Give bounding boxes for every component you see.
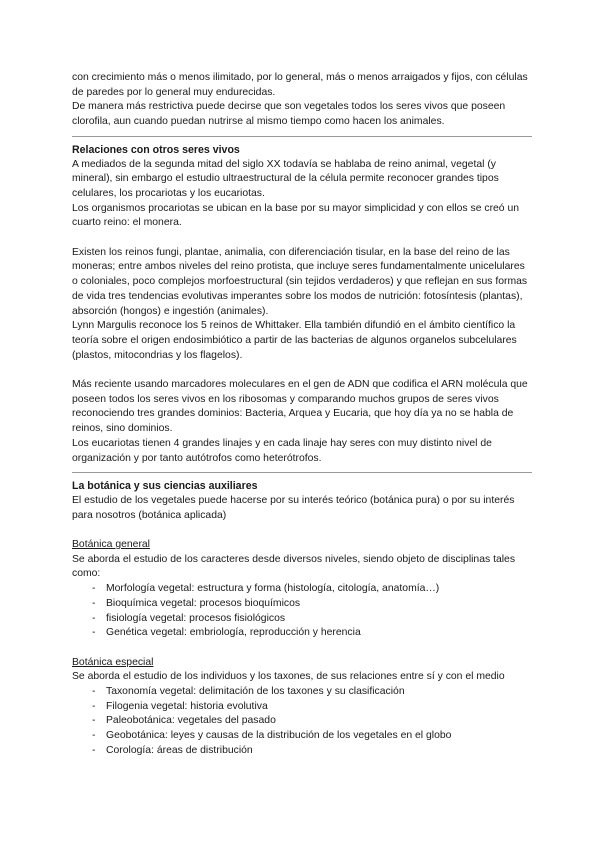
dash-bullet: - bbox=[92, 612, 96, 624]
list-item bbox=[92, 582, 532, 597]
intro-paragraph: De manera más restrictiva puede decirse que son vegetales todos los seres vivos que poseen clorofila, aun cuando puedan nutrirse al mismo tiempo como hacen los animales. bbox=[72, 101, 506, 128]
section-heading: La botánica y sus ciencias auxiliares bbox=[72, 480, 258, 493]
list-item-text: Taxonomía vegetal: delimitación de los taxones y su clasificación bbox=[106, 686, 405, 698]
body-paragraph: El estudio de los vegetales puede hacerse por su interés teórico (botánica pura) o por su interés para nosotros (botánica aplicada) bbox=[72, 494, 515, 521]
body-paragraph: Lynn Margulis reconoce los 5 reinos de Whittaker. Ella también difundió en el ámbito científico la teoría sobre el origen endosimbiótico a partir de las bacterias de algunos organelos subcelulares (plastos, mitocondrias y los flagelos). bbox=[72, 320, 517, 361]
list-item bbox=[92, 744, 532, 759]
dash-bullet: - bbox=[92, 627, 96, 639]
body-paragraph: Los organismos procariotas se ubican en la base por su mayor simplicidad y con ellos se creó un cuarto reino: el monera. bbox=[72, 202, 520, 229]
list-item-text: Corología: áreas de distribución bbox=[106, 744, 253, 756]
list-item bbox=[92, 597, 532, 612]
section-divider bbox=[72, 136, 532, 137]
list-item-text: Bioquímica vegetal: procesos bioquímicos bbox=[106, 597, 301, 609]
section-heading: Relaciones con otros seres vivos bbox=[72, 143, 240, 156]
body-paragraph: Se aborda el estudio de los individuos y los taxones, de sus relaciones entre sí y con el medio bbox=[72, 671, 505, 683]
subsection-heading: Botánica especial bbox=[72, 656, 154, 668]
list-item-text: Morfología vegetal: estructura y forma (histología, citología, anatomía…) bbox=[106, 583, 440, 595]
list-item-text: Genética vegetal: embriología, reproducción y herencia bbox=[106, 627, 361, 639]
intro-paragraph: con crecimiento más o menos ilimitado, por lo general, más o menos arraigados y fijos, con células de paredes por lo general muy endurecidas. bbox=[72, 72, 528, 98]
list-item bbox=[92, 714, 532, 729]
body-paragraph: Los eucariotas tienen 4 grandes linajes y en cada linaje hay seres con muy distinto nivel de organización y por tanto autótrofos como heterótrofos. bbox=[72, 437, 492, 464]
list-item bbox=[92, 626, 532, 641]
list-item bbox=[92, 612, 532, 627]
dash-bullet: - bbox=[92, 597, 96, 609]
subsection-heading: Botánica general bbox=[72, 539, 150, 551]
bullet-list bbox=[72, 685, 532, 759]
list-item bbox=[92, 729, 532, 744]
dash-bullet: - bbox=[92, 715, 96, 727]
dash-bullet: - bbox=[92, 700, 96, 712]
dash-bullet: - bbox=[92, 744, 96, 756]
body-paragraph: Existen los reinos fungi, plantae, animalia, con diferenciación tisular, en la base del reino de las moneras; entre ambos niveles del reino protista, que incluye seres fundamentalmente unicelulares o coloniales, poco complejos morfoestructural (sin tejidos verdaderos) y que reflejan en sus formas de vida tres tendencias evolutivas imperantes sobre los modos de nutrición: fotosíntesis (plantas), absorción (hongos) e ingestión (animales). bbox=[72, 246, 528, 317]
dash-bullet: - bbox=[92, 583, 96, 595]
list-item bbox=[92, 685, 532, 700]
dash-bullet: - bbox=[92, 686, 96, 698]
list-item-text: Paleobotánica: vegetales del pasado bbox=[106, 715, 276, 727]
list-item-text: Filogenia vegetal: historia evolutiva bbox=[106, 700, 268, 712]
body-paragraph: A mediados de la segunda mitad del siglo XX todavía se hablaba de reino animal, vegetal (y mineral), sin embargo el estudio ultraestructural de la célula permite reconocer grandes tipos celulares, los procariotas y los eucariotas. bbox=[72, 158, 499, 199]
body-paragraph: Más reciente usando marcadores moleculares en el gen de ADN que codifica el ARN molécula que poseen todos los seres vivos en los ribosomas y comparando muchos grupos de seres vivos reconociendo tres grandes dominios: Bacteria, Arquea y Eucaria, que hoy día ya no se habla de reinos, sino dominios. bbox=[72, 379, 528, 435]
bullet-list bbox=[72, 582, 532, 641]
dash-bullet: - bbox=[92, 730, 96, 742]
list-item-text: Geobotánica: leyes y causas de la distribución de los vegetales en el globo bbox=[106, 730, 452, 742]
body-paragraph: Se aborda el estudio de los caracteres desde diversos niveles, siendo objeto de disciplinas tales como: bbox=[72, 553, 516, 580]
document-page bbox=[72, 71, 532, 759]
section-divider bbox=[72, 472, 532, 473]
list-item bbox=[92, 700, 532, 715]
list-item-text: fisiología vegetal: procesos fisiológicos bbox=[106, 612, 286, 624]
